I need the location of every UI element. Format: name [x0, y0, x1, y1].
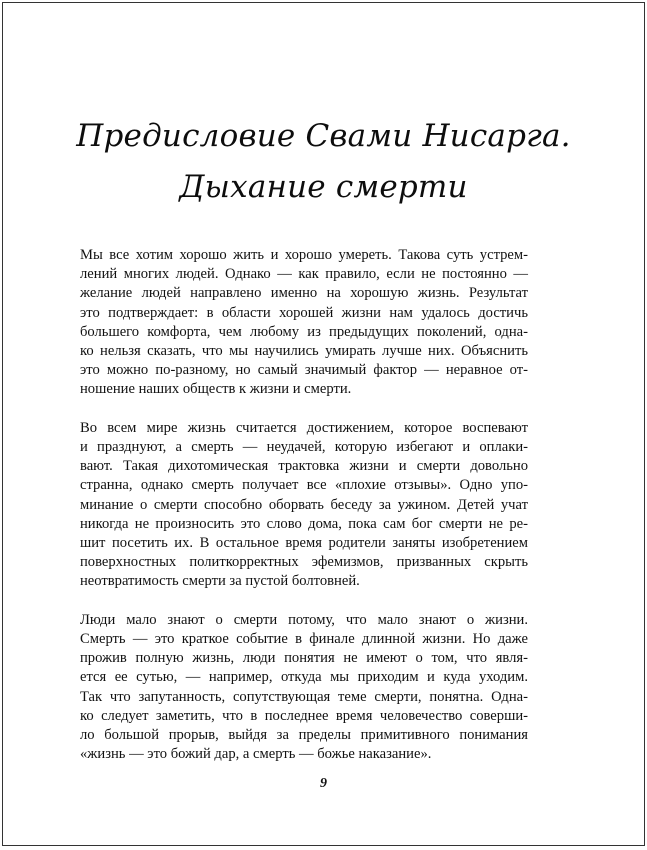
book-page — [2, 2, 645, 846]
text-line: Люди мало знают о смерти потому, что мало знают о жизни. — [80, 611, 528, 628]
text-line: шит посетить их. В остальное время родители заняты изобретением — [80, 535, 528, 552]
text-line: это подтверждает: в области хорошей жизни нам удалось достичь — [80, 304, 528, 321]
text-line: желание людей направлено именно на хорошую жизнь. Результат — [80, 285, 528, 302]
text-line: ло большой прорыв, выйдя за пределы примитивного понимания — [80, 727, 528, 744]
text-line: лений многих людей. Однако — как правило, если не постоянно — — [80, 266, 528, 283]
text-line: большего комфорта, чем любому из предыдущих поколений, одна- — [80, 323, 528, 340]
text-line: Смерть — это краткое событие в финале длинной жизни. Но даже — [80, 631, 528, 648]
text-line: странна, однако смерть получает все «плохие отзывы». Одно упо- — [80, 477, 528, 494]
body-text — [80, 246, 528, 784]
paragraph-3 — [80, 611, 528, 765]
text-line: это можно по-разному, но самый значимый фактор — неравное от- — [80, 362, 528, 379]
text-line: поверхностных политкорректных эфемизмов, призванных скрыть — [80, 554, 528, 571]
text-line: Мы все хотим хорошо жить и хорошо умереть. Такова суть устрем- — [80, 247, 528, 263]
text-line: «жизнь — это божий дар, а смерть — божье наказание». — [80, 746, 432, 763]
paragraph-1 — [80, 246, 528, 400]
text-line: неотвратимость смерти за пустой болтовней. — [80, 573, 360, 590]
text-line: Так что запутанность, сопутствующая теме смерти, понятна. Одна- — [80, 688, 528, 705]
text-line: ношение наших обществ к жизни и смерти. — [80, 381, 352, 398]
page-number: 9 — [320, 776, 327, 791]
chapter-title — [63, 111, 584, 213]
text-line: прожив полную жизнь, люди понятия не имеют о том, что явля- — [80, 650, 528, 667]
text-line: никогда не произносить это слово дома, пока сам бог смерти не ре- — [80, 515, 528, 532]
chapter-title-line-2: Дыхание смерти — [179, 169, 468, 205]
text-line: ко нельзя сказать, что мы научились умирать лучше них. Объяснить — [80, 343, 528, 360]
text-line: вают. Такая дихотомическая трактовка жизни и смерти довольно — [80, 458, 528, 475]
text-line: Во всем мире жизнь считается достижением, которое воспевают — [80, 419, 528, 436]
text-line: ется ее сутью, — например, откуда мы приходим и куда уходим. — [80, 669, 528, 686]
chapter-title-line-1: Предисловие Свами Нисарга. — [76, 118, 571, 154]
text-line: минание о смерти способно оборвать беседу за ужином. Детей учат — [80, 496, 528, 513]
paragraph-2 — [80, 419, 528, 592]
text-line: и празднуют, а смерть — неудачей, которую избегают и оплаки- — [80, 439, 528, 456]
text-line: ко следует заметить, что в последнее время человечество соверши- — [80, 707, 528, 724]
